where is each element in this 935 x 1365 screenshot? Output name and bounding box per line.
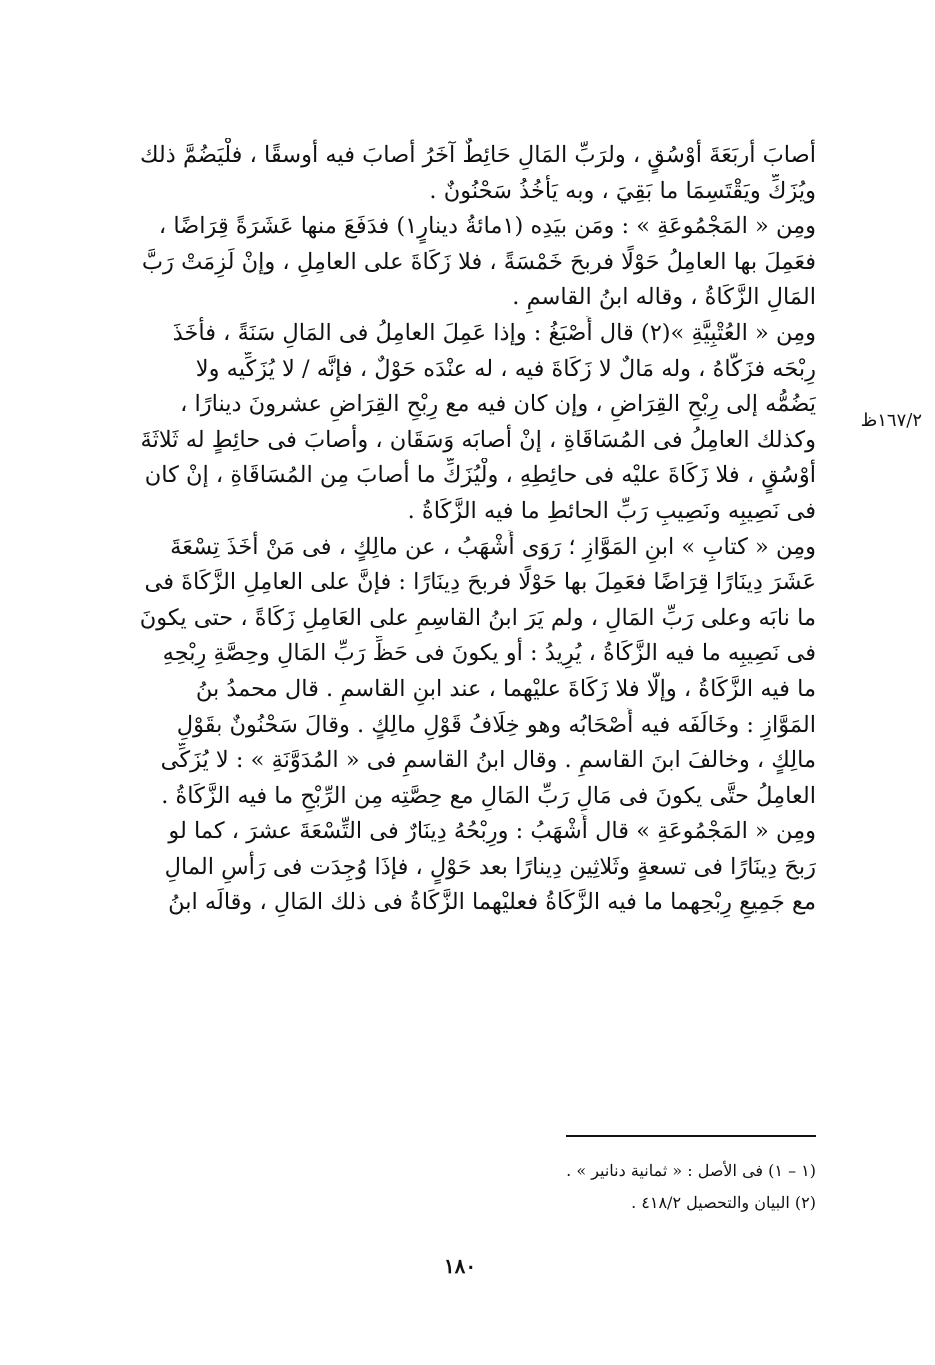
footnotes bbox=[400, 1155, 816, 1219]
text-line: وكذلك العامِلُ فى المُسَاقَاةِ ، إنْ أصابَه وَسَقَان ، وأصابَ فى حائِطٍ له ثَلاثَةَ bbox=[140, 426, 816, 453]
footnote-divider bbox=[566, 1135, 816, 1137]
text-line: يَضُمُّه إلى رِبْحِ القِرَاضِ ، وإن كان فيه مع رِبْحِ القِرَاضِ عشرونَ دينارًا ، bbox=[180, 391, 816, 418]
text-line: العامِلُ حتَّى يكونَ فى مَالِ رَبِّ المَالِ مع حِصَّتِه مِن الرِّبْحِ ما فيه الزَّكَاةُ . bbox=[161, 782, 816, 809]
footnote-2: (٢) البيان والتحصيل ٤١٨/٢ . bbox=[631, 1193, 816, 1212]
text-line: ما نابَه وعلى رَبِّ المَالِ ، ولم يَرَ ابنُ القاسِمِ على العَامِلِ زَكَاةً ، حتى يكونَ bbox=[139, 604, 816, 631]
text-line: المَالِ الزَّكَاةُ ، وقاله ابنُ القاسمِ . bbox=[512, 284, 816, 311]
text-line: ما فيه الزَّكَاةُ ، وإلَّا فلا زَكَاةَ عليْهما ، عند ابنِ القاسمِ . قال محمدُ بنُ bbox=[195, 675, 816, 702]
text-line: فعَمِلَ بها العامِلُ حَوْلًا فربحَ خَمْسَةً ، فلا زَكَاةَ على العامِلِ ، وإنْ لَزِمَتْ رَبَّ bbox=[141, 248, 816, 275]
text-line: المَوَّازِ : وخَالَفَه فيه أَصْحَابُه وهو خِلَافُ قَوْلِ مالِكٍ . وقالَ سَحْنُونٌ بقَوْلِ bbox=[176, 711, 816, 738]
text-line: مع جَمِيعِ رِبْحِهما ما فيه الزَّكَاةُ فعليْهما الزَّكَاةُ فى ذلك المَالِ ، وقالَه ابنُ bbox=[168, 889, 816, 916]
manuscript-folio-note: ١٦٧/٢ظ bbox=[860, 410, 922, 431]
text-line: رَبحَ دِينَارًا فى تسعةٍ وثَلاثِين دِينارًا بعد حَوْلٍ ، فإذَا وُجِدَت فى رَأْسِ المالِ bbox=[164, 853, 816, 880]
text-line: مالِكٍ ، وخالفَ ابنَ القاسمِ . وقال ابنُ القاسمِ فى « المُدَوَّنَةِ » : لا يُزَكِّى bbox=[160, 747, 816, 774]
text-line: ومِن « كتابِ » ابنِ المَوَّازِ ؛ رَوَى أَشْهَبُ ، عن مالِكٍ ، فى مَنْ أخَذَ تِسْعَةَ bbox=[170, 533, 816, 560]
text-line: رِبْحَه فزَكَّاهُ ، وله مَالٌ لا زَكَاةَ فيه ، له عنْدَه حَوْلٌ ، فإنَّه / لا يُزَكِّيه ولا bbox=[195, 355, 816, 382]
text-line: ومِن « المَجْمُوعَةِ » : ومَن بيَدِه (١مائةُ دينارٍ١) فدَفَعَ منها عَشَرَةً قِرَاضًا ، bbox=[158, 213, 816, 240]
main-text bbox=[104, 138, 816, 921]
text-line: ومِن « العُتْبِيَّةِ »(٢) قال أَصْبَغُ : وإذا عَمِلَ العامِلُ فى المَالِ سَنَةً ، فأَخَذَ bbox=[172, 319, 816, 346]
text-line: عَشَرَ دِينَارًا قِرَاضًا فعَمِلَ بها حَوْلًا فربحَ دِينَارًا : فإنَّ على العامِلِ الزَّكَاةَ فى bbox=[144, 569, 816, 596]
text-line: أصابَ أربَعَةَ أوْسُقٍ ، ولرَبِّ المَالِ حَائِطٌ آخَرُ أصابَ فيه أوسقًا ، فلْيَضُمَّ ذلك bbox=[139, 142, 816, 168]
text-line: ومِن « المَجْمُوعَةِ » قال أَشْهَبُ : ورِبْحُهُ دِينَارٌ فى التِّسْعَةَ عشرَ ، كما لو bbox=[168, 818, 816, 845]
text-line: أوْسُقٍ ، فلا زَكَاةَ عليْه فى حائِطِهِ ، ولْيُزَكِّ ما أصابَ مِن المُسَاقَاةِ ، إنْ كان bbox=[144, 462, 816, 489]
text-line: فى نَصِيبِه ما فيه الزَّكَاةُ ، يُرِيدُ : أو يكونَ فى حَظِّ رَبِّ المَالِ وحِصَّةِ رِبْحِهِ bbox=[162, 640, 816, 667]
footnote-1: (١ – ١) فى الأصل : « ثمانية دنانير » . bbox=[566, 1161, 816, 1180]
text-line: ويُزَكِّ ويَقْتَسِمَا ما بَقِيَ ، وبه يَأْخُذُ سَحْنُونٌ . bbox=[429, 177, 816, 204]
page-number: ١٨٠ bbox=[443, 1254, 477, 1278]
text-line: فى نَصِيبِه ونَصِيبِ رَبِّ الحائطِ ما فيه الزَّكَاةُ . bbox=[407, 497, 816, 524]
